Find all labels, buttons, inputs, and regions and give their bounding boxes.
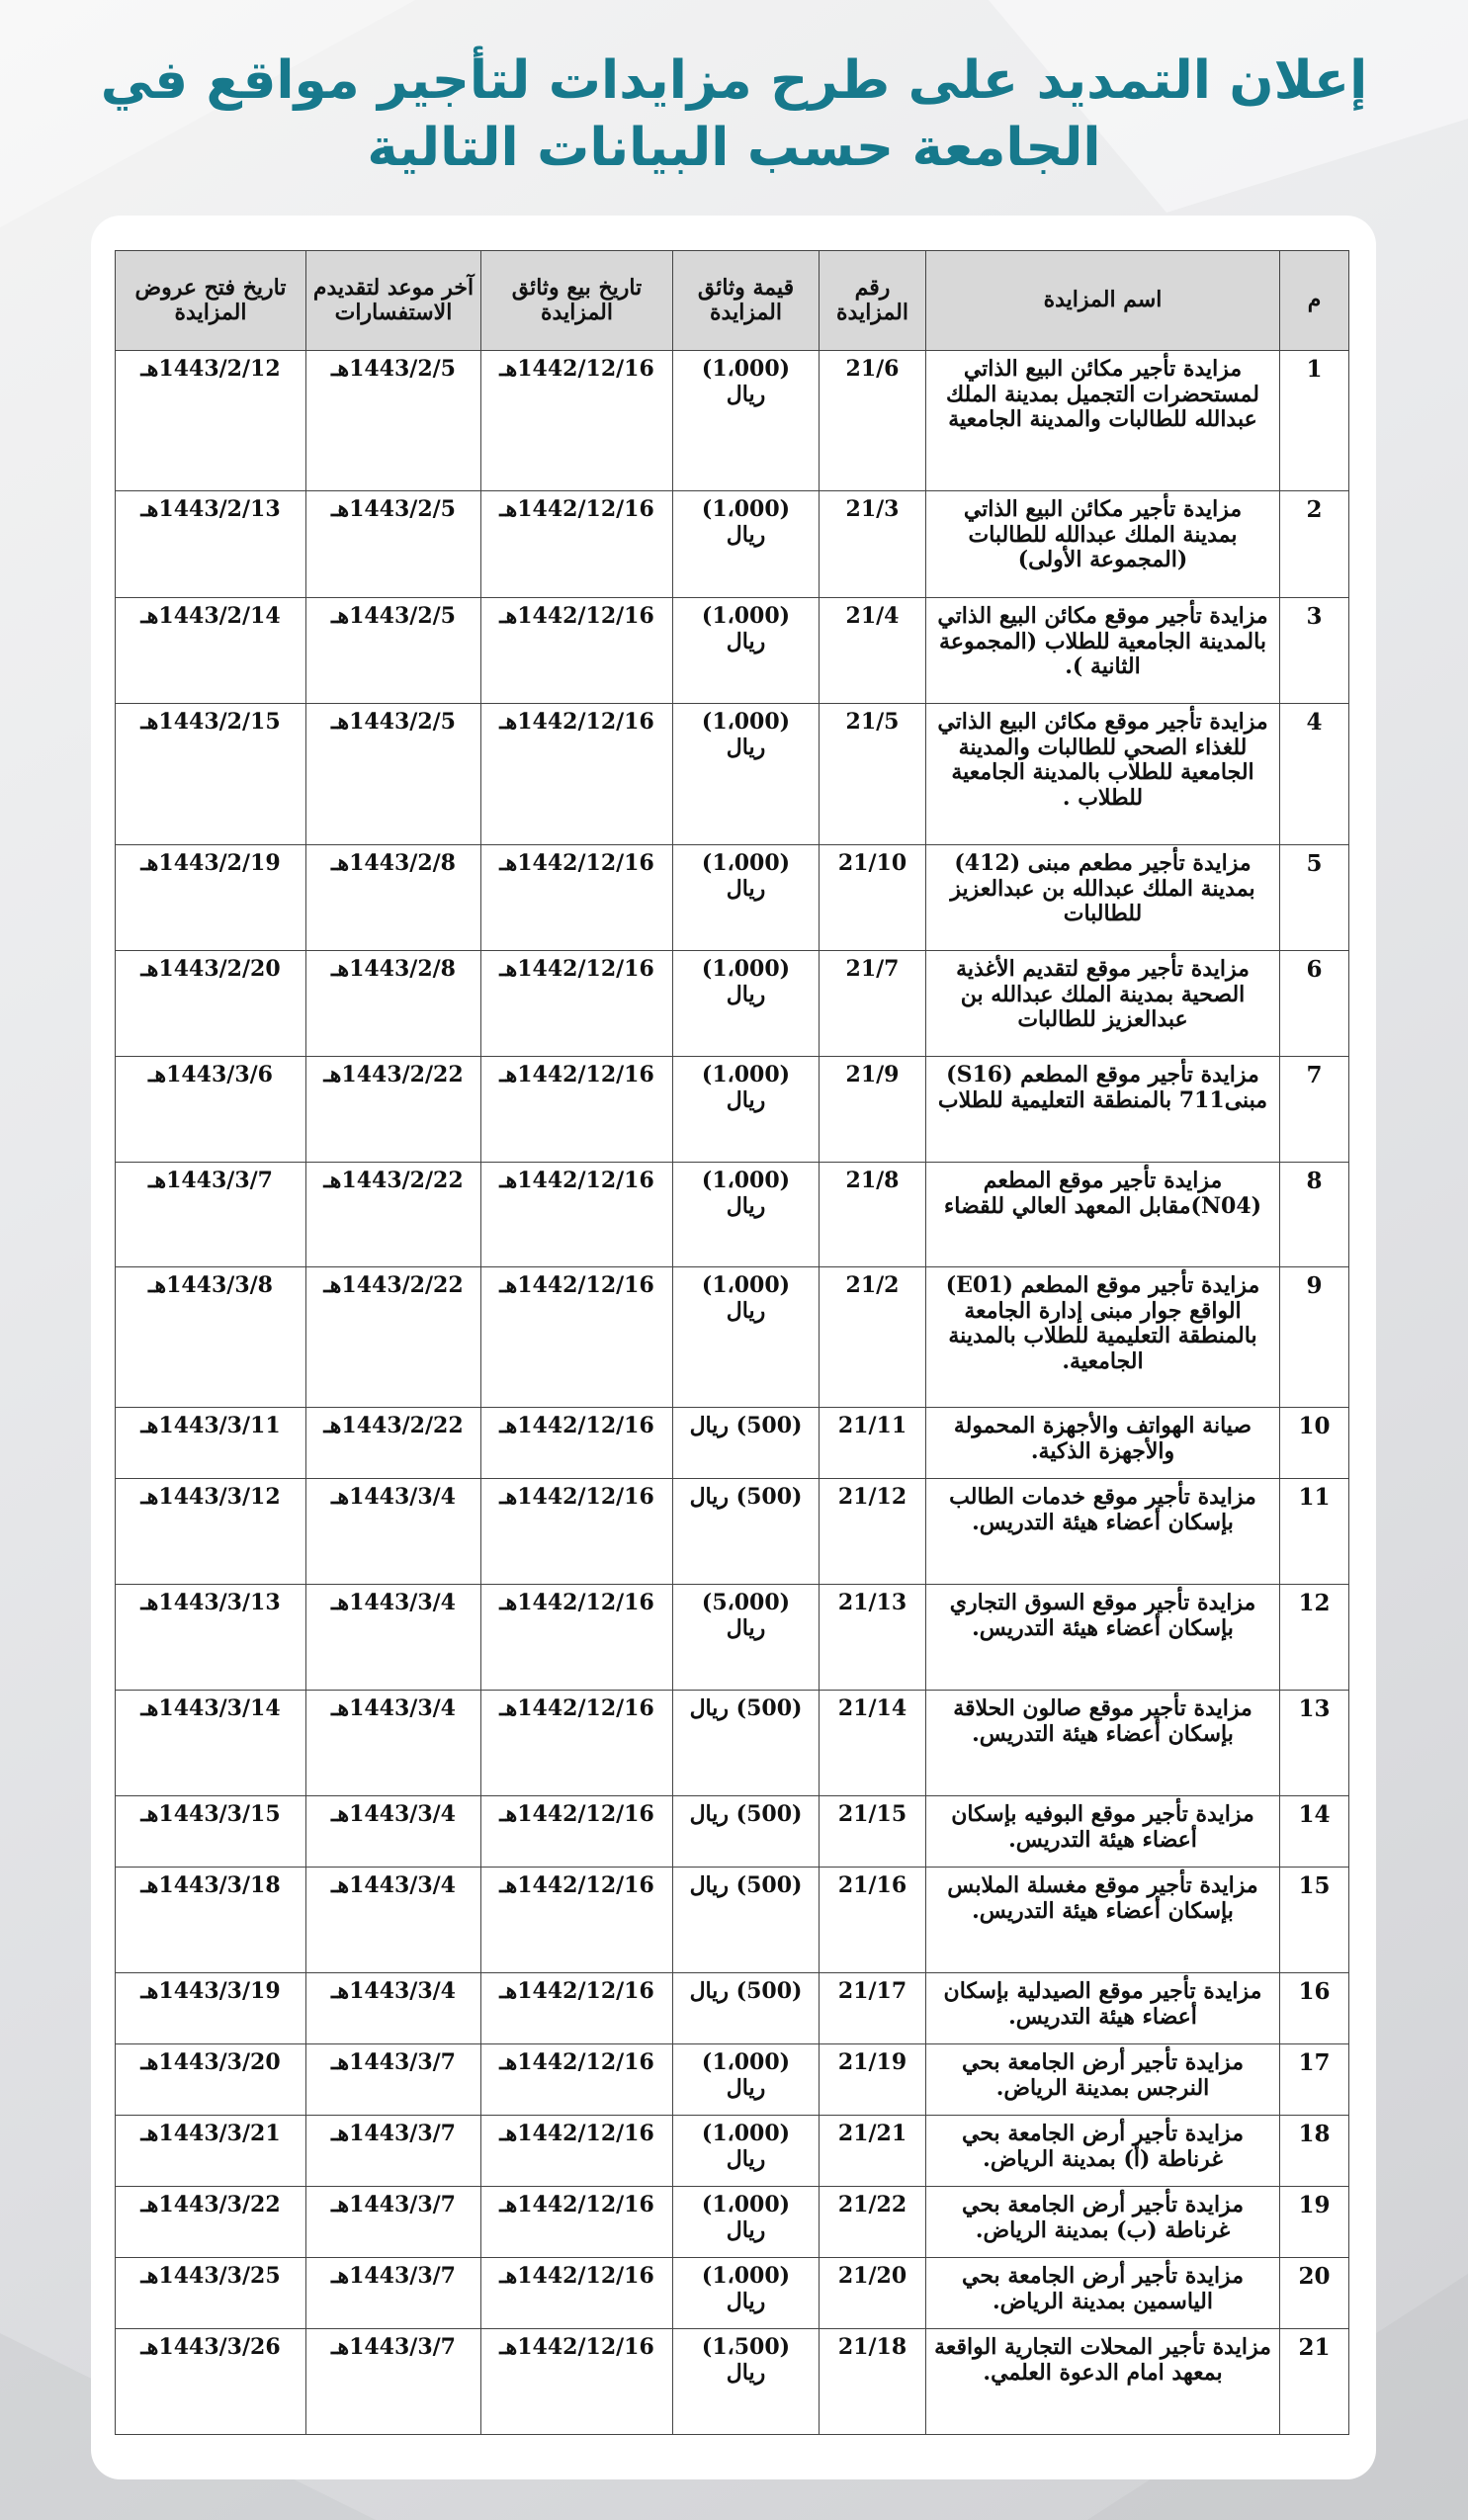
cell-index: 10: [1280, 1408, 1349, 1479]
header-sale-date: تاريخ بيع وثائق المزايدة: [481, 251, 673, 351]
cell-index: 15: [1280, 1868, 1349, 1973]
header-opening-date: تاريخ فتح عروض المزايدة: [116, 251, 306, 351]
cell-number: 21/14: [820, 1691, 926, 1796]
cell-sale-date: 1442/12/16هـ: [481, 704, 673, 845]
cell-number: 21/15: [820, 1796, 926, 1868]
table-row: [116, 1868, 1349, 1973]
cell-sale-date: 1442/12/16هـ: [481, 2044, 673, 2116]
cell-inquiry-deadline: 1443/2/22هـ: [306, 1408, 481, 1479]
table-row: [116, 2044, 1349, 2116]
cell-index: 21: [1280, 2329, 1349, 2435]
cell-sale-date: 1442/12/16هـ: [481, 1691, 673, 1796]
auctions-table: [115, 250, 1349, 2435]
cell-number: 21/8: [820, 1163, 926, 1267]
cell-doc-value: (5،000) ريال: [673, 1585, 820, 1691]
cell-opening-date: 1443/3/11هـ: [116, 1408, 306, 1479]
cell-number: 21/17: [820, 1973, 926, 2044]
cell-sale-date: 1442/12/16هـ: [481, 845, 673, 951]
cell-doc-value: (1،000) ريال: [673, 2258, 820, 2329]
cell-number: 21/13: [820, 1585, 926, 1691]
cell-doc-value: (1،000) ريال: [673, 1057, 820, 1163]
cell-opening-date: 1443/3/25هـ: [116, 2258, 306, 2329]
cell-sale-date: 1442/12/16هـ: [481, 1267, 673, 1408]
cell-name: مزايدة تأجير مكائن البيع الذاتي لمستحضرات التجميل بمدينة الملك عبدالله للطالبات والمدينة الجامعية: [926, 351, 1280, 491]
header-inquiry-deadline: آخر موعد لتقديدم الاستفسارات: [306, 251, 481, 351]
cell-number: 21/20: [820, 2258, 926, 2329]
cell-sale-date: 1442/12/16هـ: [481, 1057, 673, 1163]
cell-inquiry-deadline: 1443/2/5هـ: [306, 598, 481, 704]
cell-name: مزايدة تأجير المحلات التجارية الواقعة بمعهد امام الدعوة العلمي.: [926, 2329, 1280, 2435]
cell-index: 13: [1280, 1691, 1349, 1796]
cell-doc-value: (500) ريال: [673, 1408, 820, 1479]
cell-number: 21/3: [820, 491, 926, 598]
cell-sale-date: 1442/12/16هـ: [481, 491, 673, 598]
cell-inquiry-deadline: 1443/3/7هـ: [306, 2187, 481, 2258]
cell-name: مزايدة تأجير موقع المطعم (S16) مبنى711 بالمنطقة التعليمية للطلاب: [926, 1057, 1280, 1163]
cell-doc-value: (1،000) ريال: [673, 704, 820, 845]
cell-doc-value: (1،000) ريال: [673, 845, 820, 951]
cell-inquiry-deadline: 1443/2/8هـ: [306, 845, 481, 951]
table-row: [116, 1479, 1349, 1585]
cell-number: 21/6: [820, 351, 926, 491]
cell-number: 21/18: [820, 2329, 926, 2435]
table-row: [116, 1973, 1349, 2044]
cell-index: 19: [1280, 2187, 1349, 2258]
table-row: [116, 951, 1349, 1057]
cell-inquiry-deadline: 1443/3/4هـ: [306, 1585, 481, 1691]
cell-sale-date: 1442/12/16هـ: [481, 1163, 673, 1267]
cell-number: 21/12: [820, 1479, 926, 1585]
cell-inquiry-deadline: 1443/2/22هـ: [306, 1267, 481, 1408]
cell-name: مزايدة تأجير أرض الجامعة بحي النرجس بمدينة الرياض.: [926, 2044, 1280, 2116]
cell-doc-value: (500) ريال: [673, 1796, 820, 1868]
cell-doc-value: (1،000) ريال: [673, 351, 820, 491]
cell-number: 21/5: [820, 704, 926, 845]
cell-index: 16: [1280, 1973, 1349, 2044]
cell-number: 21/21: [820, 2116, 926, 2187]
cell-inquiry-deadline: 1443/3/4هـ: [306, 1868, 481, 1973]
table-header-row: [116, 251, 1349, 351]
cell-name: مزايدة تأجير موقع مكائن البيع الذاتي بالمدينة الجامعية للطلاب (المجموعة الثانية ).: [926, 598, 1280, 704]
cell-opening-date: 1443/2/13هـ: [116, 491, 306, 598]
header-doc-value: قيمة وثائق المزايدة: [673, 251, 820, 351]
cell-index: 12: [1280, 1585, 1349, 1691]
cell-index: 9: [1280, 1267, 1349, 1408]
cell-inquiry-deadline: 1443/3/4هـ: [306, 1796, 481, 1868]
cell-sale-date: 1442/12/16هـ: [481, 2329, 673, 2435]
cell-index: 2: [1280, 491, 1349, 598]
cell-number: 21/10: [820, 845, 926, 951]
cell-name: مزايدة تأجير موقع الصيدلية بإسكان أعضاء هيئة التدريس.: [926, 1973, 1280, 2044]
cell-number: 21/7: [820, 951, 926, 1057]
table-row: [116, 2258, 1349, 2329]
cell-opening-date: 1443/3/14هـ: [116, 1691, 306, 1796]
cell-name: مزايدة تأجير موقع لتقديم الأغذية الصحية بمدينة الملك عبدالله بن عبدالعزيز للطالبات: [926, 951, 1280, 1057]
table-row: [116, 491, 1349, 598]
cell-doc-value: (1،500) ريال: [673, 2329, 820, 2435]
cell-sale-date: 1442/12/16هـ: [481, 1973, 673, 2044]
table-row: [116, 1408, 1349, 1479]
table-row: [116, 2116, 1349, 2187]
header-number: رقم المزايدة: [820, 251, 926, 351]
cell-index: 8: [1280, 1163, 1349, 1267]
cell-name: مزايدة تأجير أرض الجامعة بحي غرناطة (أ) بمدينة الرياض.: [926, 2116, 1280, 2187]
cell-opening-date: 1443/3/19هـ: [116, 1973, 306, 2044]
cell-index: 3: [1280, 598, 1349, 704]
cell-doc-value: (1،000) ريال: [673, 491, 820, 598]
cell-doc-value: (1،000) ريال: [673, 1267, 820, 1408]
cell-name: مزايدة تأجير موقع مكائن البيع الذاتي للغذاء الصحي للطالبات والمدينة الجامعية للطلاب بالمدينة الجامعية للطلاب .: [926, 704, 1280, 845]
cell-inquiry-deadline: 1443/3/7هـ: [306, 2258, 481, 2329]
cell-inquiry-deadline: 1443/3/7هـ: [306, 2329, 481, 2435]
page-title: [59, 47, 1409, 182]
cell-doc-value: (500) ريال: [673, 1973, 820, 2044]
cell-index: 4: [1280, 704, 1349, 845]
cell-opening-date: 1443/3/26هـ: [116, 2329, 306, 2435]
cell-opening-date: 1443/3/13هـ: [116, 1585, 306, 1691]
cell-name: مزايدة تأجير مكائن البيع الذاتي بمدينة الملك عبدالله للطالبات (المجموعة الأولى): [926, 491, 1280, 598]
table-row: [116, 598, 1349, 704]
cell-inquiry-deadline: 1443/2/22هـ: [306, 1057, 481, 1163]
cell-doc-value: (500) ريال: [673, 1479, 820, 1585]
table-row: [116, 2187, 1349, 2258]
cell-number: 21/19: [820, 2044, 926, 2116]
cell-name: مزايدة تأجير موقع المطعم (E01) الواقع جوار مبنى إدارة الجامعة بالمنطقة التعليمية للطلاب بالمدينة الجامعية.: [926, 1267, 1280, 1408]
cell-doc-value: (1،000) ريال: [673, 1163, 820, 1267]
cell-name: مزايدة تأجير موقع السوق التجاري بإسكان أعضاء هيئة التدريس.: [926, 1585, 1280, 1691]
cell-doc-value: (1،000) ريال: [673, 951, 820, 1057]
cell-index: 5: [1280, 845, 1349, 951]
cell-opening-date: 1443/3/15هـ: [116, 1796, 306, 1868]
cell-doc-value: (1،000) ريال: [673, 2187, 820, 2258]
cell-inquiry-deadline: 1443/2/22هـ: [306, 1163, 481, 1267]
table-row: [116, 1691, 1349, 1796]
cell-sale-date: 1442/12/16هـ: [481, 1796, 673, 1868]
cell-name: مزايدة تأجير أرض الجامعة بحي الياسمين بمدينة الرياض.: [926, 2258, 1280, 2329]
cell-opening-date: 1443/3/8هـ: [116, 1267, 306, 1408]
cell-name: مزايدة تأجير مطعم مبنى (412) بمدينة الملك عبدالله بن عبدالعزيز للطالبات: [926, 845, 1280, 951]
cell-doc-value: (1،000) ريال: [673, 2044, 820, 2116]
cell-inquiry-deadline: 1443/3/4هـ: [306, 1479, 481, 1585]
title-line-2: الجامعة حسب البيانات التالية: [367, 118, 1101, 178]
cell-sale-date: 1442/12/16هـ: [481, 1408, 673, 1479]
cell-sale-date: 1442/12/16هـ: [481, 1585, 673, 1691]
cell-name: مزايدة تأجير موقع البوفيه بإسكان أعضاء هيئة التدريس.: [926, 1796, 1280, 1868]
cell-number: 21/4: [820, 598, 926, 704]
cell-index: 11: [1280, 1479, 1349, 1585]
cell-index: 7: [1280, 1057, 1349, 1163]
cell-opening-date: 1443/3/22هـ: [116, 2187, 306, 2258]
cell-doc-value: (500) ريال: [673, 1691, 820, 1796]
table-row: [116, 1585, 1349, 1691]
cell-inquiry-deadline: 1443/3/7هـ: [306, 2044, 481, 2116]
table-row: [116, 2329, 1349, 2435]
cell-number: 21/22: [820, 2187, 926, 2258]
cell-sale-date: 1442/12/16هـ: [481, 1479, 673, 1585]
cell-inquiry-deadline: 1443/2/5هـ: [306, 351, 481, 491]
cell-opening-date: 1443/2/20هـ: [116, 951, 306, 1057]
cell-number: 21/9: [820, 1057, 926, 1163]
cell-opening-date: 1443/3/6هـ: [116, 1057, 306, 1163]
table-row: [116, 845, 1349, 951]
cell-inquiry-deadline: 1443/3/4هـ: [306, 1973, 481, 2044]
cell-index: 14: [1280, 1796, 1349, 1868]
cell-opening-date: 1443/2/14هـ: [116, 598, 306, 704]
cell-opening-date: 1443/2/19هـ: [116, 845, 306, 951]
table-row: [116, 1057, 1349, 1163]
cell-name: مزايدة تأجير موقع مغسلة الملابس بإسكان أعضاء هيئة التدريس.: [926, 1868, 1280, 1973]
table-row: [116, 1796, 1349, 1868]
cell-opening-date: 1443/3/12هـ: [116, 1479, 306, 1585]
cell-index: 6: [1280, 951, 1349, 1057]
cell-name: مزايدة تأجير موقع صالون الحلاقة بإسكان أعضاء هيئة التدريس.: [926, 1691, 1280, 1796]
cell-sale-date: 1442/12/16هـ: [481, 2116, 673, 2187]
cell-name: مزايدة تأجير موقع خدمات الطالب بإسكان أعضاء هيئة التدريس.: [926, 1479, 1280, 1585]
cell-opening-date: 1443/3/7هـ: [116, 1163, 306, 1267]
header-name: اسم المزايدة: [926, 251, 1280, 351]
cell-inquiry-deadline: 1443/2/5هـ: [306, 704, 481, 845]
cell-sale-date: 1442/12/16هـ: [481, 2258, 673, 2329]
cell-opening-date: 1443/3/21هـ: [116, 2116, 306, 2187]
header-index: م: [1280, 251, 1349, 351]
cell-opening-date: 1443/2/12هـ: [116, 351, 306, 491]
table-row: [116, 1267, 1349, 1408]
cell-number: 21/2: [820, 1267, 926, 1408]
cell-sale-date: 1442/12/16هـ: [481, 351, 673, 491]
cell-index: 1: [1280, 351, 1349, 491]
cell-name: صيانة الهواتف والأجهزة المحمولة والأجهزة الذكية.: [926, 1408, 1280, 1479]
cell-opening-date: 1443/2/15هـ: [116, 704, 306, 845]
cell-number: 21/11: [820, 1408, 926, 1479]
cell-name: مزايدة تأجير موقع المطعم (N04)مقابل المعهد العالي للقضاء: [926, 1163, 1280, 1267]
title-line-1: إعلان التمديد على طرح مزايدات لتأجير مواقع في: [100, 50, 1368, 111]
cell-number: 21/16: [820, 1868, 926, 1973]
cell-inquiry-deadline: 1443/3/7هـ: [306, 2116, 481, 2187]
cell-index: 18: [1280, 2116, 1349, 2187]
cell-sale-date: 1442/12/16هـ: [481, 2187, 673, 2258]
cell-name: مزايدة تأجير أرض الجامعة بحي غرناطة (ب) بمدينة الرياض.: [926, 2187, 1280, 2258]
table-row: [116, 351, 1349, 491]
cell-inquiry-deadline: 1443/2/8هـ: [306, 951, 481, 1057]
cell-index: 17: [1280, 2044, 1349, 2116]
cell-inquiry-deadline: 1443/2/5هـ: [306, 491, 481, 598]
cell-index: 20: [1280, 2258, 1349, 2329]
cell-opening-date: 1443/3/18هـ: [116, 1868, 306, 1973]
cell-sale-date: 1442/12/16هـ: [481, 1868, 673, 1973]
cell-doc-value: (1،000) ريال: [673, 598, 820, 704]
cell-inquiry-deadline: 1443/3/4هـ: [306, 1691, 481, 1796]
table-row: [116, 1163, 1349, 1267]
cell-doc-value: (1،000) ريال: [673, 2116, 820, 2187]
cell-doc-value: (500) ريال: [673, 1868, 820, 1973]
cell-sale-date: 1442/12/16هـ: [481, 951, 673, 1057]
table-row: [116, 704, 1349, 845]
cell-sale-date: 1442/12/16هـ: [481, 598, 673, 704]
cell-opening-date: 1443/3/20هـ: [116, 2044, 306, 2116]
